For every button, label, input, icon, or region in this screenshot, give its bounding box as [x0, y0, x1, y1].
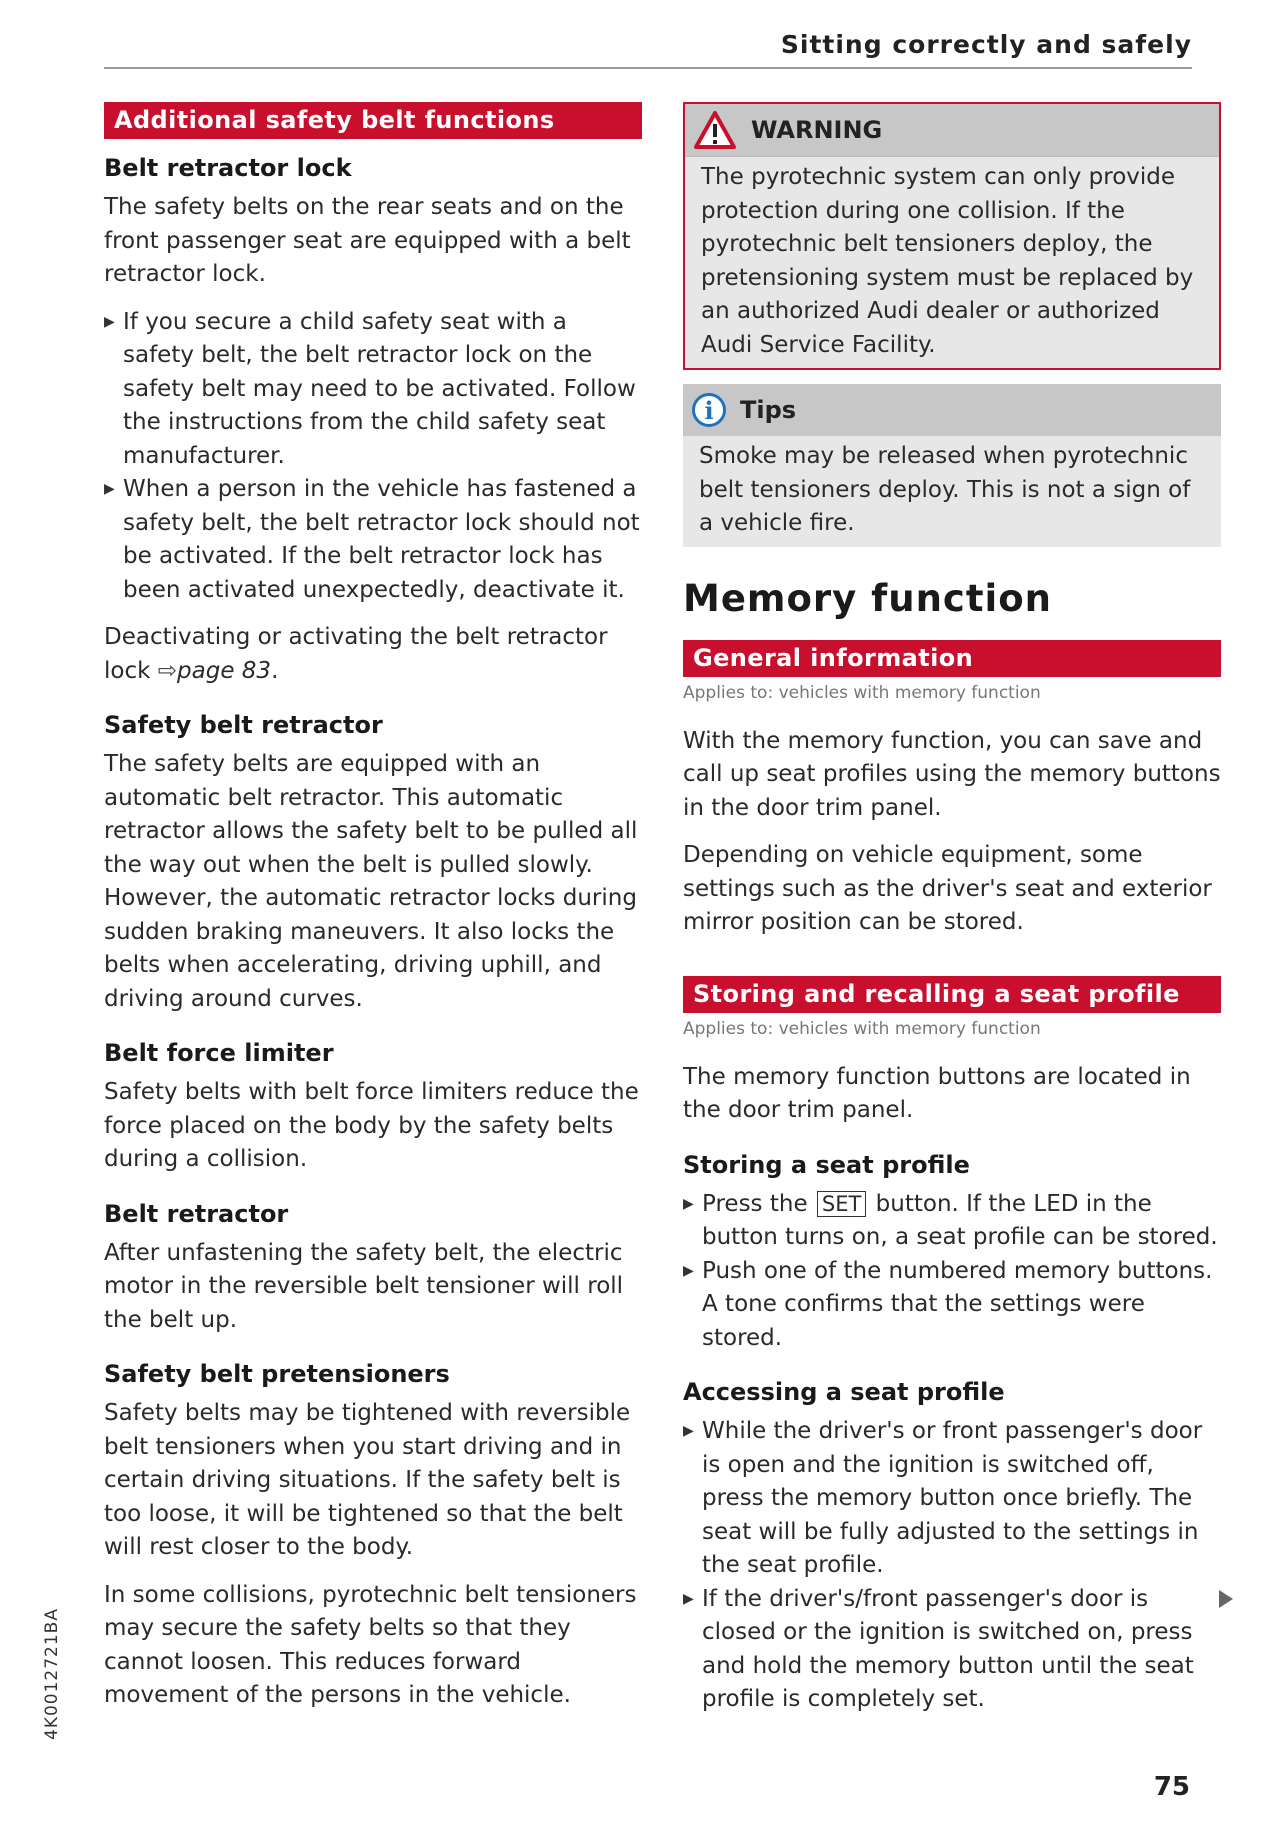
triangle-bullet-icon: ▶ — [104, 313, 115, 330]
triangle-bullet-icon: ▶ — [683, 1590, 694, 1607]
applies-to-note: Applies to: vehicles with memory function — [683, 1018, 1041, 1039]
general-paragraph-1: With the memory function, you can save and call up seat profiles using the memory buttons in the door trim panel. — [683, 727, 1221, 821]
arrow-right-icon: ⇨ — [157, 657, 178, 684]
heading-safety-belt-retractor: Safety belt retractor — [104, 711, 383, 739]
list-item — [683, 1583, 1221, 1717]
warning-label: WARNING — [751, 116, 883, 144]
page-header-title: Sitting correctly and safely — [780, 30, 1192, 59]
header-divider — [104, 67, 1192, 69]
storing-intro: The memory function buttons are located in the door trim panel. — [683, 1063, 1191, 1123]
warning-body — [685, 157, 1219, 368]
tips-body — [683, 436, 1221, 547]
tips-label: Tips — [740, 396, 797, 424]
heading-belt-retractor-lock: Belt retractor lock — [104, 154, 352, 182]
triangle-bullet-icon: ▶ — [683, 1423, 694, 1439]
continue-arrow-icon — [1219, 1590, 1233, 1608]
section-title-storing-recalling: Storing and recalling a seat profile — [683, 976, 1221, 1013]
triangle-bullet-icon: ▶ — [104, 481, 115, 497]
heading-storing-seat-profile: Storing a seat profile — [683, 1150, 970, 1179]
triangle-bullet-icon: ▶ — [683, 1262, 694, 1279]
list-item — [104, 306, 642, 474]
list-item-text: Push one of the numbered memory buttons. A tone confirms that the settings were stored. — [702, 1257, 1213, 1351]
list-item-text-pre: Press the — [702, 1190, 808, 1217]
safety-belt-retractor-text: The safety belts are equipped with an automatic belt retractor. This automatic retractor allows the safety belt to be pulled all the way out when the belt is pulled slowly. However, the automatic retractor locks during sudden braking maneuvers. It also locks the belts when accelerating, driving uphill, and driving around curves. — [104, 751, 638, 1012]
belt-retractor-lock-xref — [104, 621, 642, 688]
page-reference-link[interactable]: page 83 — [177, 657, 272, 684]
list-item — [104, 473, 642, 607]
list-item-text-post: button. If the LED in the button turns on, a seat profile can be stored. — [702, 1190, 1218, 1250]
list-item — [683, 1255, 1221, 1356]
list-item — [683, 1415, 1221, 1583]
general-paragraph-2: Depending on vehicle equipment, some settings such as the driver's seat and exterior mirror position can be stored. — [683, 842, 1212, 935]
belt-force-limiter-text: Safety belts with belt force limiters reduce the force placed on the body by the safety belts during a collision. — [104, 1079, 639, 1172]
document-code: 4K0012721BA — [42, 1608, 62, 1740]
list-item-text: If you secure a child safety seat with a safety belt, the belt retractor lock on the safety belt may need to be activated. Follow the instructions from the child safety seat manufacturer. — [123, 308, 636, 469]
tips-box — [683, 384, 1221, 547]
list-item-text: If the driver's/front passenger's door is closed or the ignition is switched on, press and hold the memory button until the seat profile is completely set. — [702, 1585, 1194, 1712]
tips-header — [683, 384, 1221, 436]
applies-to-note: Applies to: vehicles with memory function — [683, 682, 1041, 703]
info-icon: i — [692, 393, 726, 427]
pretensioners-text-2: In some collisions, pyrotechnic belt tensioners may secure the safety belts so that they cannot loosen. This reduces forward movement of the persons in the vehicle. — [104, 1581, 637, 1708]
heading-belt-retractor: Belt retractor — [104, 1199, 289, 1228]
warning-box — [683, 102, 1221, 370]
warning-text: The pyrotechnic system can only provide protection during one collision. If the pyrotechnic belt tensioners deploy, the pretensioning system must be replaced by an authorized Audi dealer or authorized Audi Service Facility. — [701, 164, 1194, 358]
belt-retractor-lock-bullets — [104, 306, 642, 608]
warning-triangle-icon — [693, 110, 737, 150]
page-number: 75 — [1153, 1772, 1190, 1802]
storing-bullets — [683, 1188, 1221, 1356]
right-column — [683, 102, 1221, 1731]
left-column — [104, 102, 642, 1727]
tips-text: Smoke may be released when pyrotechnic belt tensioners deploy. This is not a sign of a vehicle fire. — [699, 443, 1191, 536]
accessing-bullets — [683, 1415, 1221, 1717]
list-item — [683, 1188, 1221, 1255]
heading-belt-force-limiter: Belt force limiter — [104, 1039, 334, 1067]
list-item-text: While the driver's or front passenger's door is open and the ignition is switched off, press the memory button once briefly. The seat will be fully adjusted to the settings in the seat profile. — [702, 1418, 1203, 1578]
pretensioners-text-1: Safety belts may be tightened with reversible belt tensioners when you start driving and in certain driving situations. If the safety belt is too loose, it will be tightened so that the belt will rest closer to the body. — [104, 1400, 631, 1560]
xref-text: Deactivating or activating the belt retractor lock — [104, 624, 608, 684]
section-title-additional-safety-belt-functions: Additional safety belt functions — [104, 102, 642, 139]
warning-header — [685, 104, 1219, 157]
belt-retractor-lock-intro: The safety belts on the rear seats and on the front passenger seat are equipped with a belt retractor lock. — [104, 194, 631, 287]
belt-retractor-text: After unfastening the safety belt, the electric motor in the reversible belt tensioner will roll the belt up. — [104, 1239, 624, 1333]
heading-safety-belt-pretensioners: Safety belt pretensioners — [104, 1360, 450, 1388]
heading-accessing-seat-profile: Accessing a seat profile — [683, 1378, 1005, 1406]
section-title-general-information: General information — [683, 640, 1221, 677]
memory-function-title: Memory function — [683, 576, 1052, 620]
set-button-key: SET — [817, 1191, 866, 1217]
list-item-text: When a person in the vehicle has fastened a safety belt, the belt retractor lock should not be activated. If the belt retractor lock has been activated unexpectedly, deactivate it. — [123, 476, 640, 603]
triangle-bullet-icon: ▶ — [683, 1195, 694, 1212]
xref-end: . — [271, 657, 279, 684]
